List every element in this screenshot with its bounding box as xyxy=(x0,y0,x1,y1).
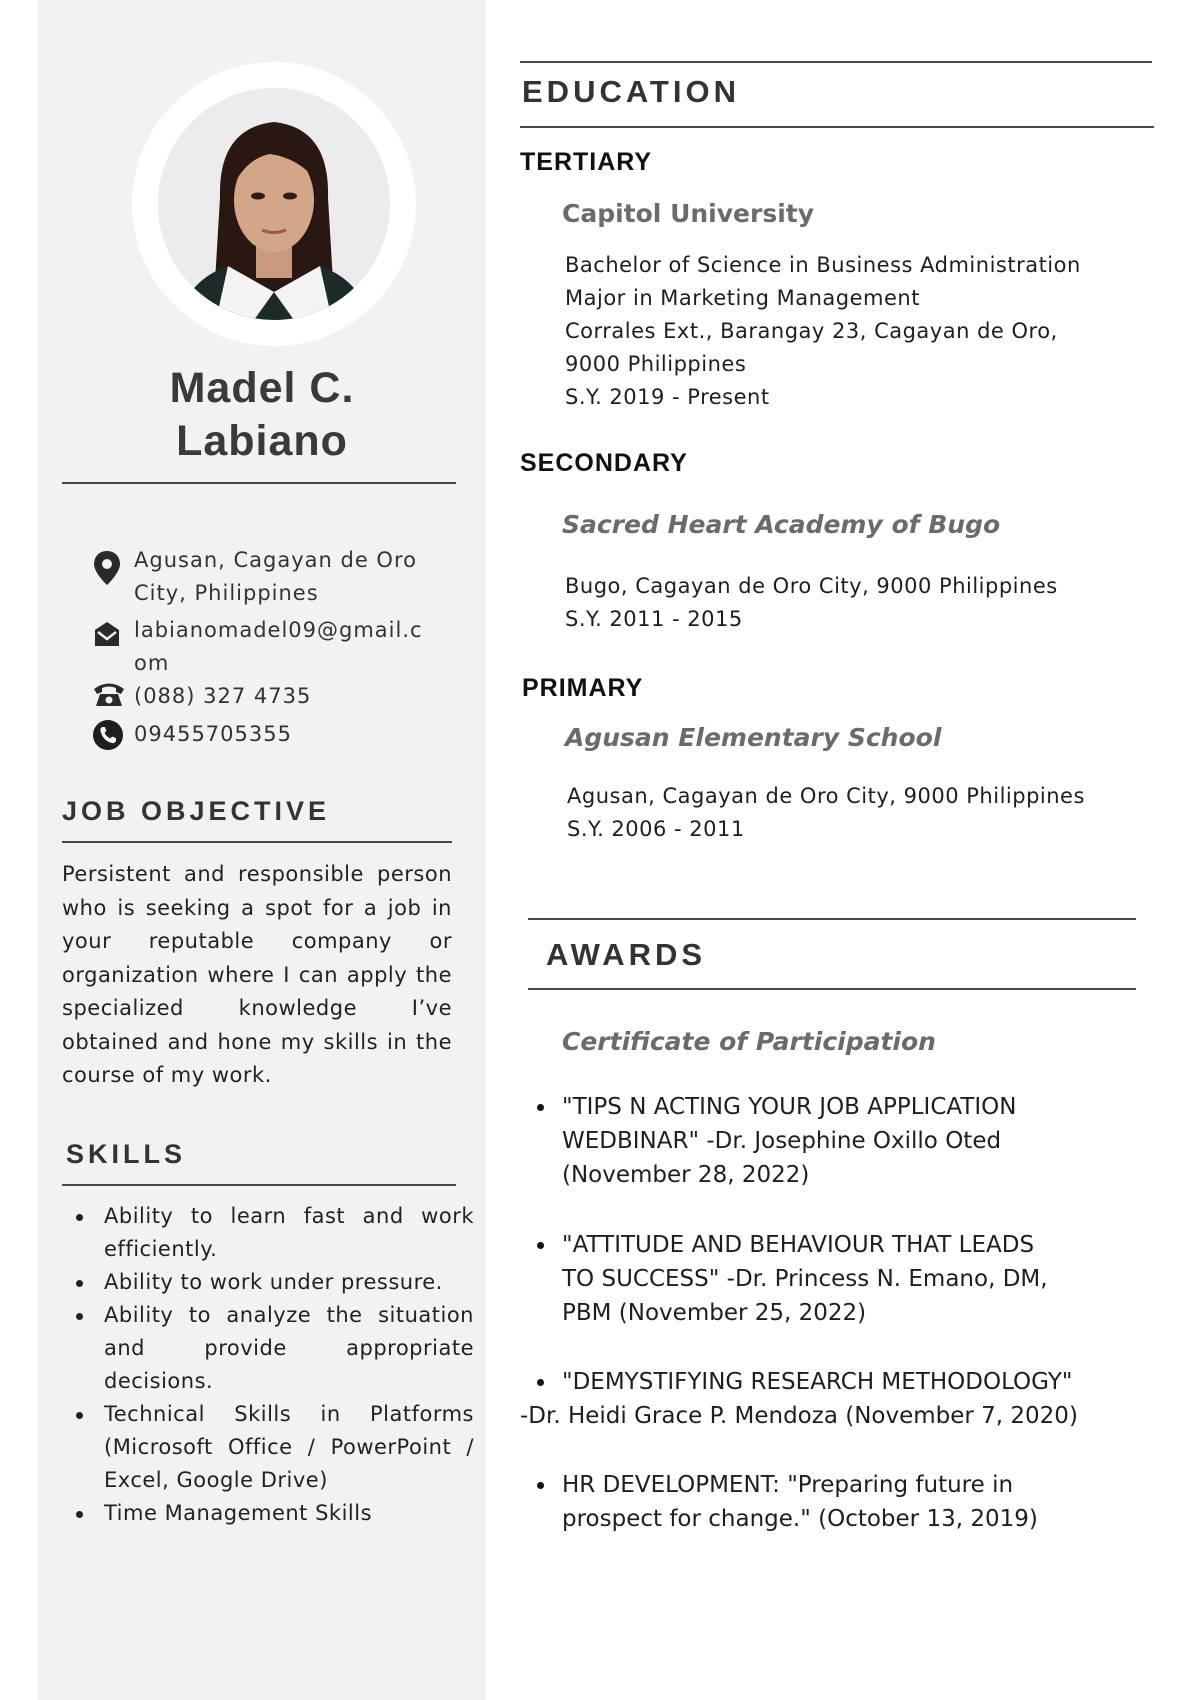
profile-photo xyxy=(158,88,390,320)
job-objective-heading: JOB OBJECTIVE xyxy=(62,796,331,826)
bullet-icon xyxy=(537,1242,544,1249)
candidate-name xyxy=(38,362,486,468)
map-pin-icon xyxy=(92,550,122,580)
award-line: "TIPS N ACTING YOUR JOB APPLICATION xyxy=(562,1094,1017,1120)
award-line: prospect for change." (October 13, 2019) xyxy=(562,1506,1038,1532)
award-line: HR DEVELOPMENT: "Preparing future in xyxy=(562,1472,1014,1498)
award-line: (November 28, 2022) xyxy=(562,1162,810,1188)
award-item xyxy=(562,1365,1162,1399)
education-bottom-rule xyxy=(520,126,1154,128)
address-text: Agusan, Cagayan de Oro City, Philippines xyxy=(134,548,417,605)
skills-list xyxy=(74,1200,474,1530)
phone-circle-icon xyxy=(92,719,122,749)
tertiary-detail-line: Major in Marketing Management xyxy=(565,286,920,310)
primary-details xyxy=(567,780,1147,846)
award-line: "DEMYSTIFYING RESEARCH METHODOLOGY" xyxy=(562,1369,1073,1395)
award-line: -Dr. Heidi Grace P. Mendoza (November 7, 2020) xyxy=(520,1403,1078,1429)
tertiary-detail-line: Corrales Ext., Barangay 23, Cagayan de Oro, xyxy=(565,319,1058,343)
award-line: WEDBINAR" -Dr. Josephine Oxillo Oted xyxy=(562,1128,1002,1154)
tertiary-details xyxy=(565,249,1145,414)
education-top-rule xyxy=(520,61,1152,63)
bullet-icon xyxy=(537,1104,544,1111)
skills-heading: SKILLS xyxy=(66,1139,187,1169)
secondary-detail-line: S.Y. 2011 - 2015 xyxy=(565,607,743,631)
bullet-icon xyxy=(537,1379,544,1386)
job-objective-divider xyxy=(62,841,452,843)
landline-text: (088) 327 4735 xyxy=(134,684,312,708)
tertiary-detail-line: 9000 Philippines xyxy=(565,352,747,376)
secondary-school: Sacred Heart Academy of Bugo xyxy=(562,510,1001,539)
skill-item: Ability to analyze the situation and provide appropriate decisions. xyxy=(74,1299,474,1398)
telephone-icon xyxy=(92,680,122,710)
primary-school: Agusan Elementary School xyxy=(565,723,942,752)
primary-detail-line: S.Y. 2006 - 2011 xyxy=(567,817,745,841)
email-text[interactable]: labianomadel09@gmail.com xyxy=(134,618,423,675)
skill-item: Technical Skills in Platforms (Microsoft Office / PowerPoint / Excel, Google Drive) xyxy=(74,1398,474,1497)
job-objective-text: Persistent and responsible person who is seeking a spot for a job in your reputable company or organization where I can apply the specialized knowledge I’ve obtained and hone my skills in the course of my work. xyxy=(62,862,452,1087)
award-item xyxy=(562,1090,1162,1192)
bullet-icon xyxy=(537,1482,544,1489)
envelope-icon xyxy=(92,620,122,650)
name-divider xyxy=(62,482,456,484)
secondary-detail-line: Bugo, Cagayan de Oro City, 9000 Philippines xyxy=(565,574,1058,598)
primary-label: PRIMARY xyxy=(522,674,644,702)
skill-item: Time Management Skills xyxy=(74,1497,474,1530)
education-heading: EDUCATION xyxy=(522,74,740,109)
awards-bottom-rule xyxy=(528,988,1136,990)
mobile-text: 09455705355 xyxy=(134,722,292,746)
tertiary-school: Capitol University xyxy=(562,199,815,228)
tertiary-label: TERTIARY xyxy=(520,148,653,176)
tertiary-detail-line: Bachelor of Science in Business Administration xyxy=(565,253,1081,277)
skill-item: Ability to learn fast and work efficiently. xyxy=(74,1200,474,1266)
award-line: "ATTITUDE AND BEHAVIOUR THAT LEADS xyxy=(562,1232,1035,1258)
award-item xyxy=(562,1468,1162,1536)
award-line: TO SUCCESS" -Dr. Princess N. Emano, DM, xyxy=(562,1266,1048,1292)
award-item xyxy=(562,1228,1162,1330)
sidebar xyxy=(38,0,486,1700)
primary-detail-line: Agusan, Cagayan de Oro City, 9000 Philippines xyxy=(567,784,1085,808)
awards-subheading: Certificate of Participation xyxy=(562,1027,936,1056)
name-line-1: Madel C. xyxy=(169,364,355,412)
secondary-details xyxy=(565,570,1145,636)
skills-divider xyxy=(62,1184,456,1186)
profile-photo-frame xyxy=(132,62,416,346)
name-line-2: Labiano xyxy=(176,417,348,465)
award-line: PBM (November 25, 2022) xyxy=(562,1300,867,1326)
skill-item: Ability to work under pressure. xyxy=(74,1266,474,1299)
secondary-label: SECONDARY xyxy=(520,449,688,477)
award-item-continuation xyxy=(520,1399,1160,1433)
tertiary-detail-line: S.Y. 2019 - Present xyxy=(565,385,770,409)
awards-top-rule xyxy=(528,918,1136,920)
awards-heading: AWARDS xyxy=(546,937,707,972)
